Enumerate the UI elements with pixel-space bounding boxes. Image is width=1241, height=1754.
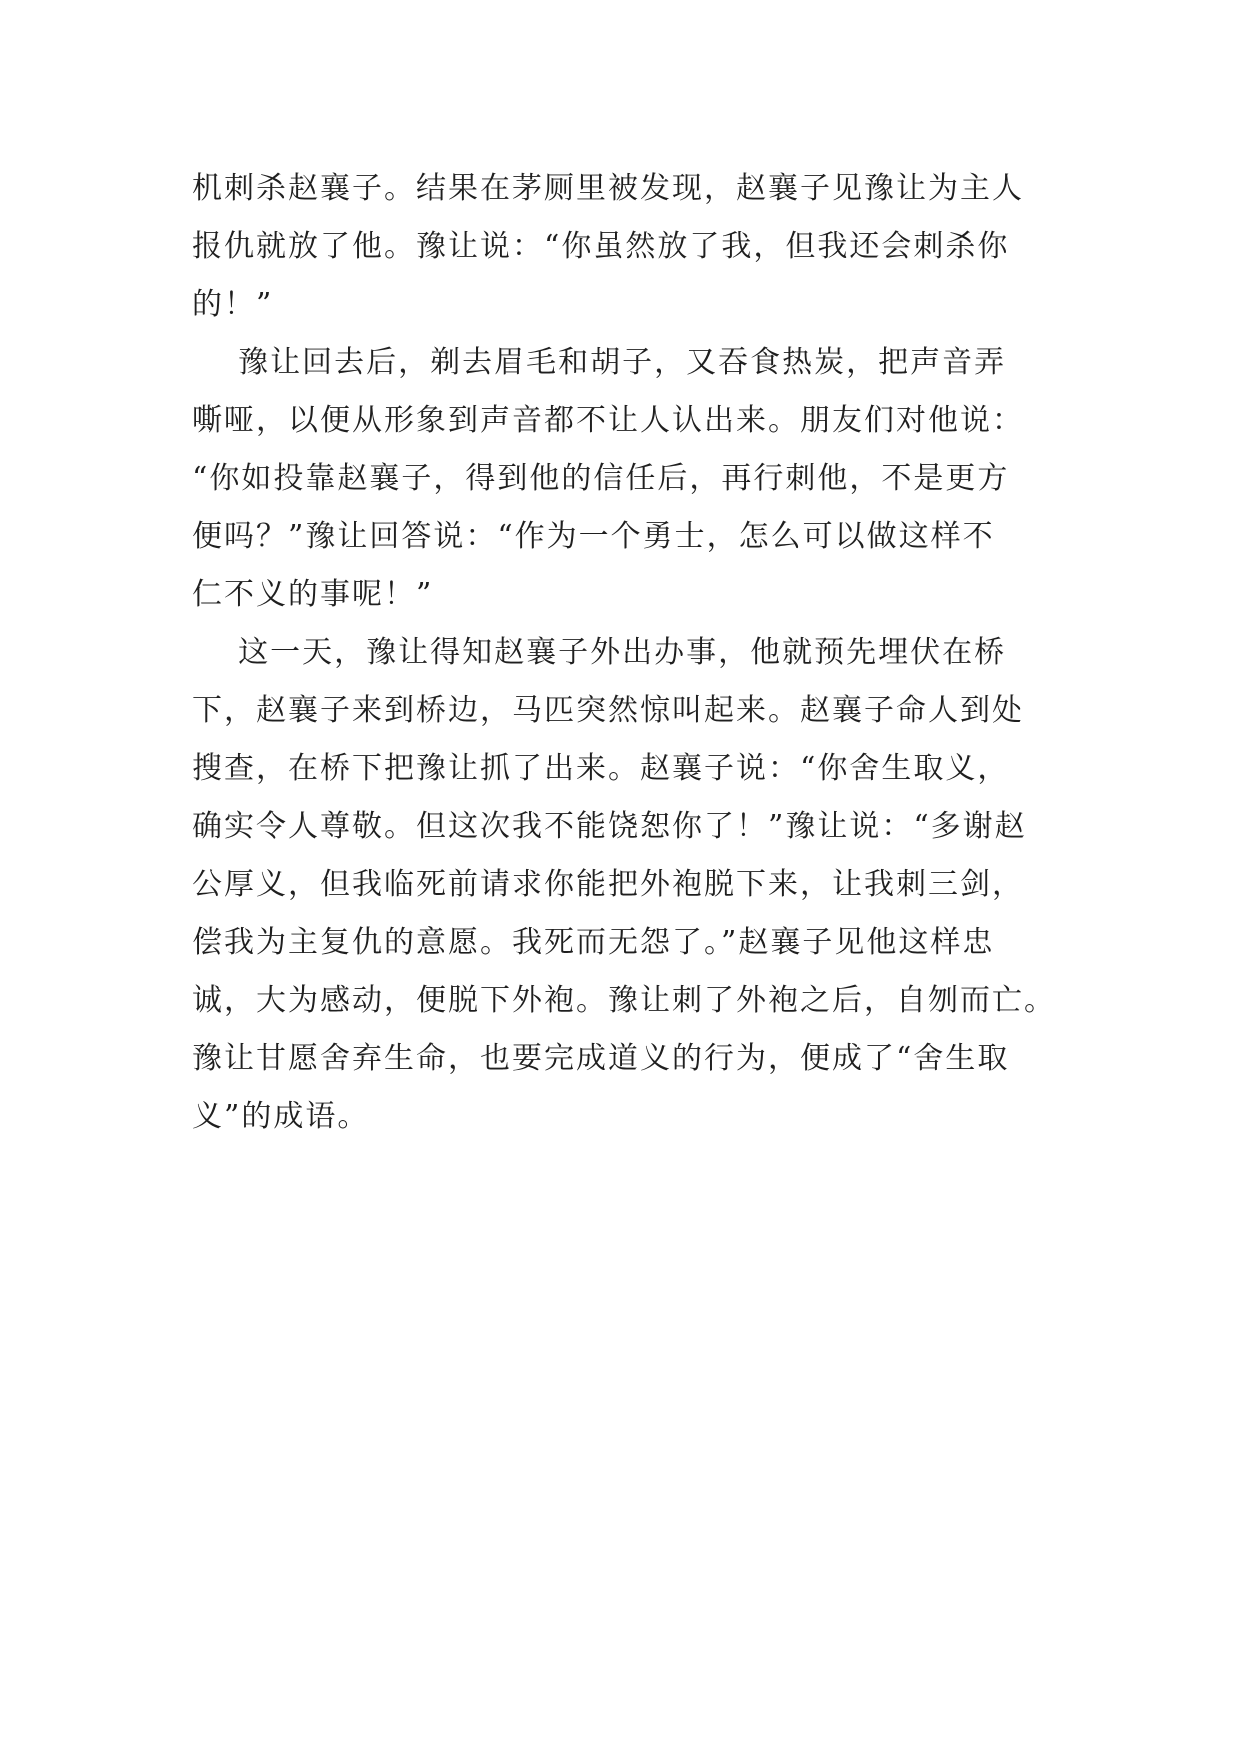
- document-body: [192, 160, 1072, 1146]
- paragraph-3: 这一天，豫让得知赵襄子外出办事，他就预先埋伏在桥 下，赵襄子来到桥边，马匹突然惊叫起来。赵襄子命人到处 搜查，在桥下把豫让抓了出来。赵襄子说：“你舍生取义， 确实令人尊敬。但这次我不能饶恕你了！”豫让说：“多谢赵 公厚义，但我临死前请求你能把外袍脱下来，让我刺三剑， 偿我为主复仇的意愿。我死而无怨了。”赵襄子见他这样忠 诚，大为感动，便脱下外袍。豫让刺了外袍之后，自刎而亡。 豫让甘愿舍弃生命，也要完成道义的行为，便成了“舍生取 义”的成语。: [192, 635, 1056, 1134]
- paragraph-2: 豫让回去后，剃去眉毛和胡子，又吞食热炭，把声音弄 嘶哑，以便从形象到声音都不让人认出来。朋友们对他说： “你如投靠赵襄子，得到他的信任后，再行刺他，不是更方 便吗？”豫让回答说：“作为一个勇士，怎么可以做这样不 仁不义的事呢！”: [192, 345, 1024, 612]
- paragraph-1: 机刺杀赵襄子。结果在茅厕里被发现，赵襄子见豫让为主人 报仇就放了他。豫让说：“你虽然放了我，但我还会刺杀你 的！”: [192, 171, 1024, 322]
